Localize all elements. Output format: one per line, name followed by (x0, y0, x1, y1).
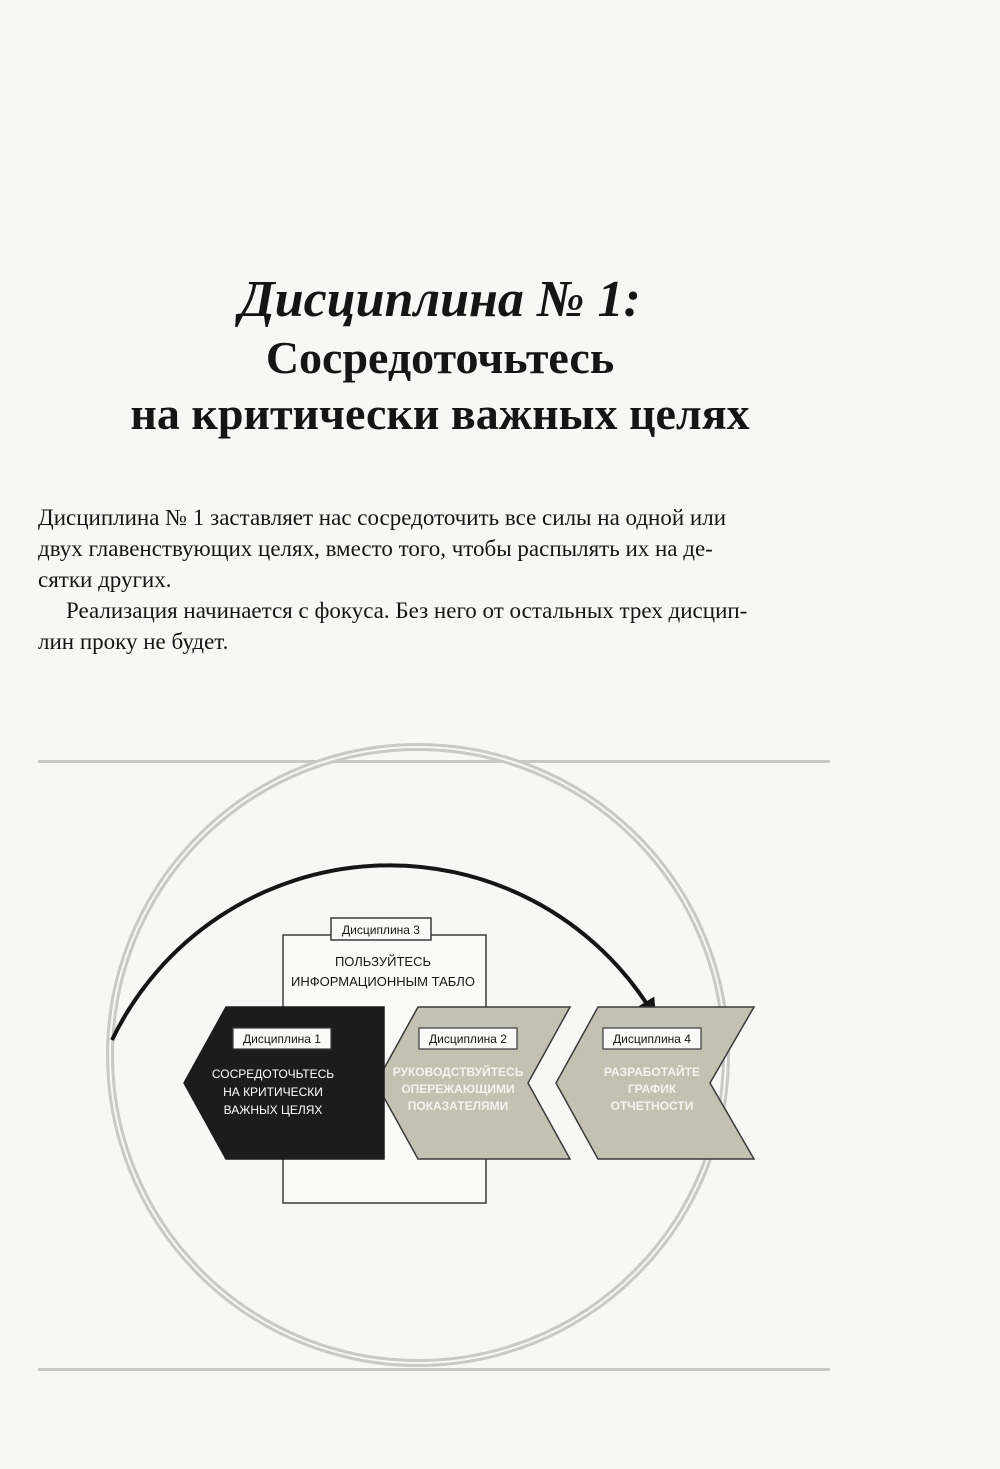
discipline-1-title-line-2: НА КРИТИЧЕСКИ (223, 1085, 323, 1099)
discipline-3-tag-label: Дисциплина 3 (342, 923, 420, 937)
discipline-4-title-line-3: ОТЧЕТНОСТИ (610, 1099, 694, 1113)
discipline-3-title-line-1: ПОЛЬЗУЙТЕСЬ (334, 954, 432, 969)
paragraph-1-line-3: сятки других. (38, 567, 172, 592)
heading-line-discipline: Дисциплина № 1: (239, 271, 641, 328)
paragraph-1-line-1: Дисциплина № 1 заставляет нас сосредоточить все силы на одной или (38, 505, 727, 530)
discipline-1-tag-label: Дисциплина 1 (243, 1032, 321, 1046)
paragraph-2-line-1: Реализация начинается с фокуса. Без него от остальных трех дисцип- (66, 598, 748, 623)
discipline-4-title-line-2: ГРАФИК (627, 1082, 677, 1096)
paragraph-1-line-2: двух главенствующих целях, вместо того, чтобы распылять их на де- (38, 536, 713, 561)
discipline-4-title-line-1: РАЗРАБОТАЙТЕ (604, 1065, 700, 1079)
discipline-1-title-line-1: СОСРЕДОТОЧЬТЕСЬ (211, 1067, 335, 1081)
heading-line-focus: Сосредоточьтесь (265, 332, 615, 383)
discipline-2-title-line-3: ПОКАЗАТЕЛЯМИ (407, 1099, 509, 1113)
heading-line-goals: на критически важных целях (130, 388, 750, 439)
discipline-3-title-line-2: ИНФОРМАЦИОННЫМ ТАБЛО (291, 974, 475, 989)
discipline-2-title-line-1: РУКОВОДСТВУЙТЕСЬ (392, 1065, 524, 1079)
discipline-1-title-line-3: ВАЖНЫХ ЦЕЛЯХ (223, 1103, 323, 1117)
paragraph-2-line-2: лин проку не будет. (38, 629, 229, 654)
discipline-2-title-line-2: ОПЕРЕЖАЮЩИМИ (401, 1082, 515, 1096)
discipline-2-tag-label: Дисциплина 2 (429, 1032, 507, 1046)
discipline-4-tag-label: Дисциплина 4 (613, 1032, 691, 1046)
